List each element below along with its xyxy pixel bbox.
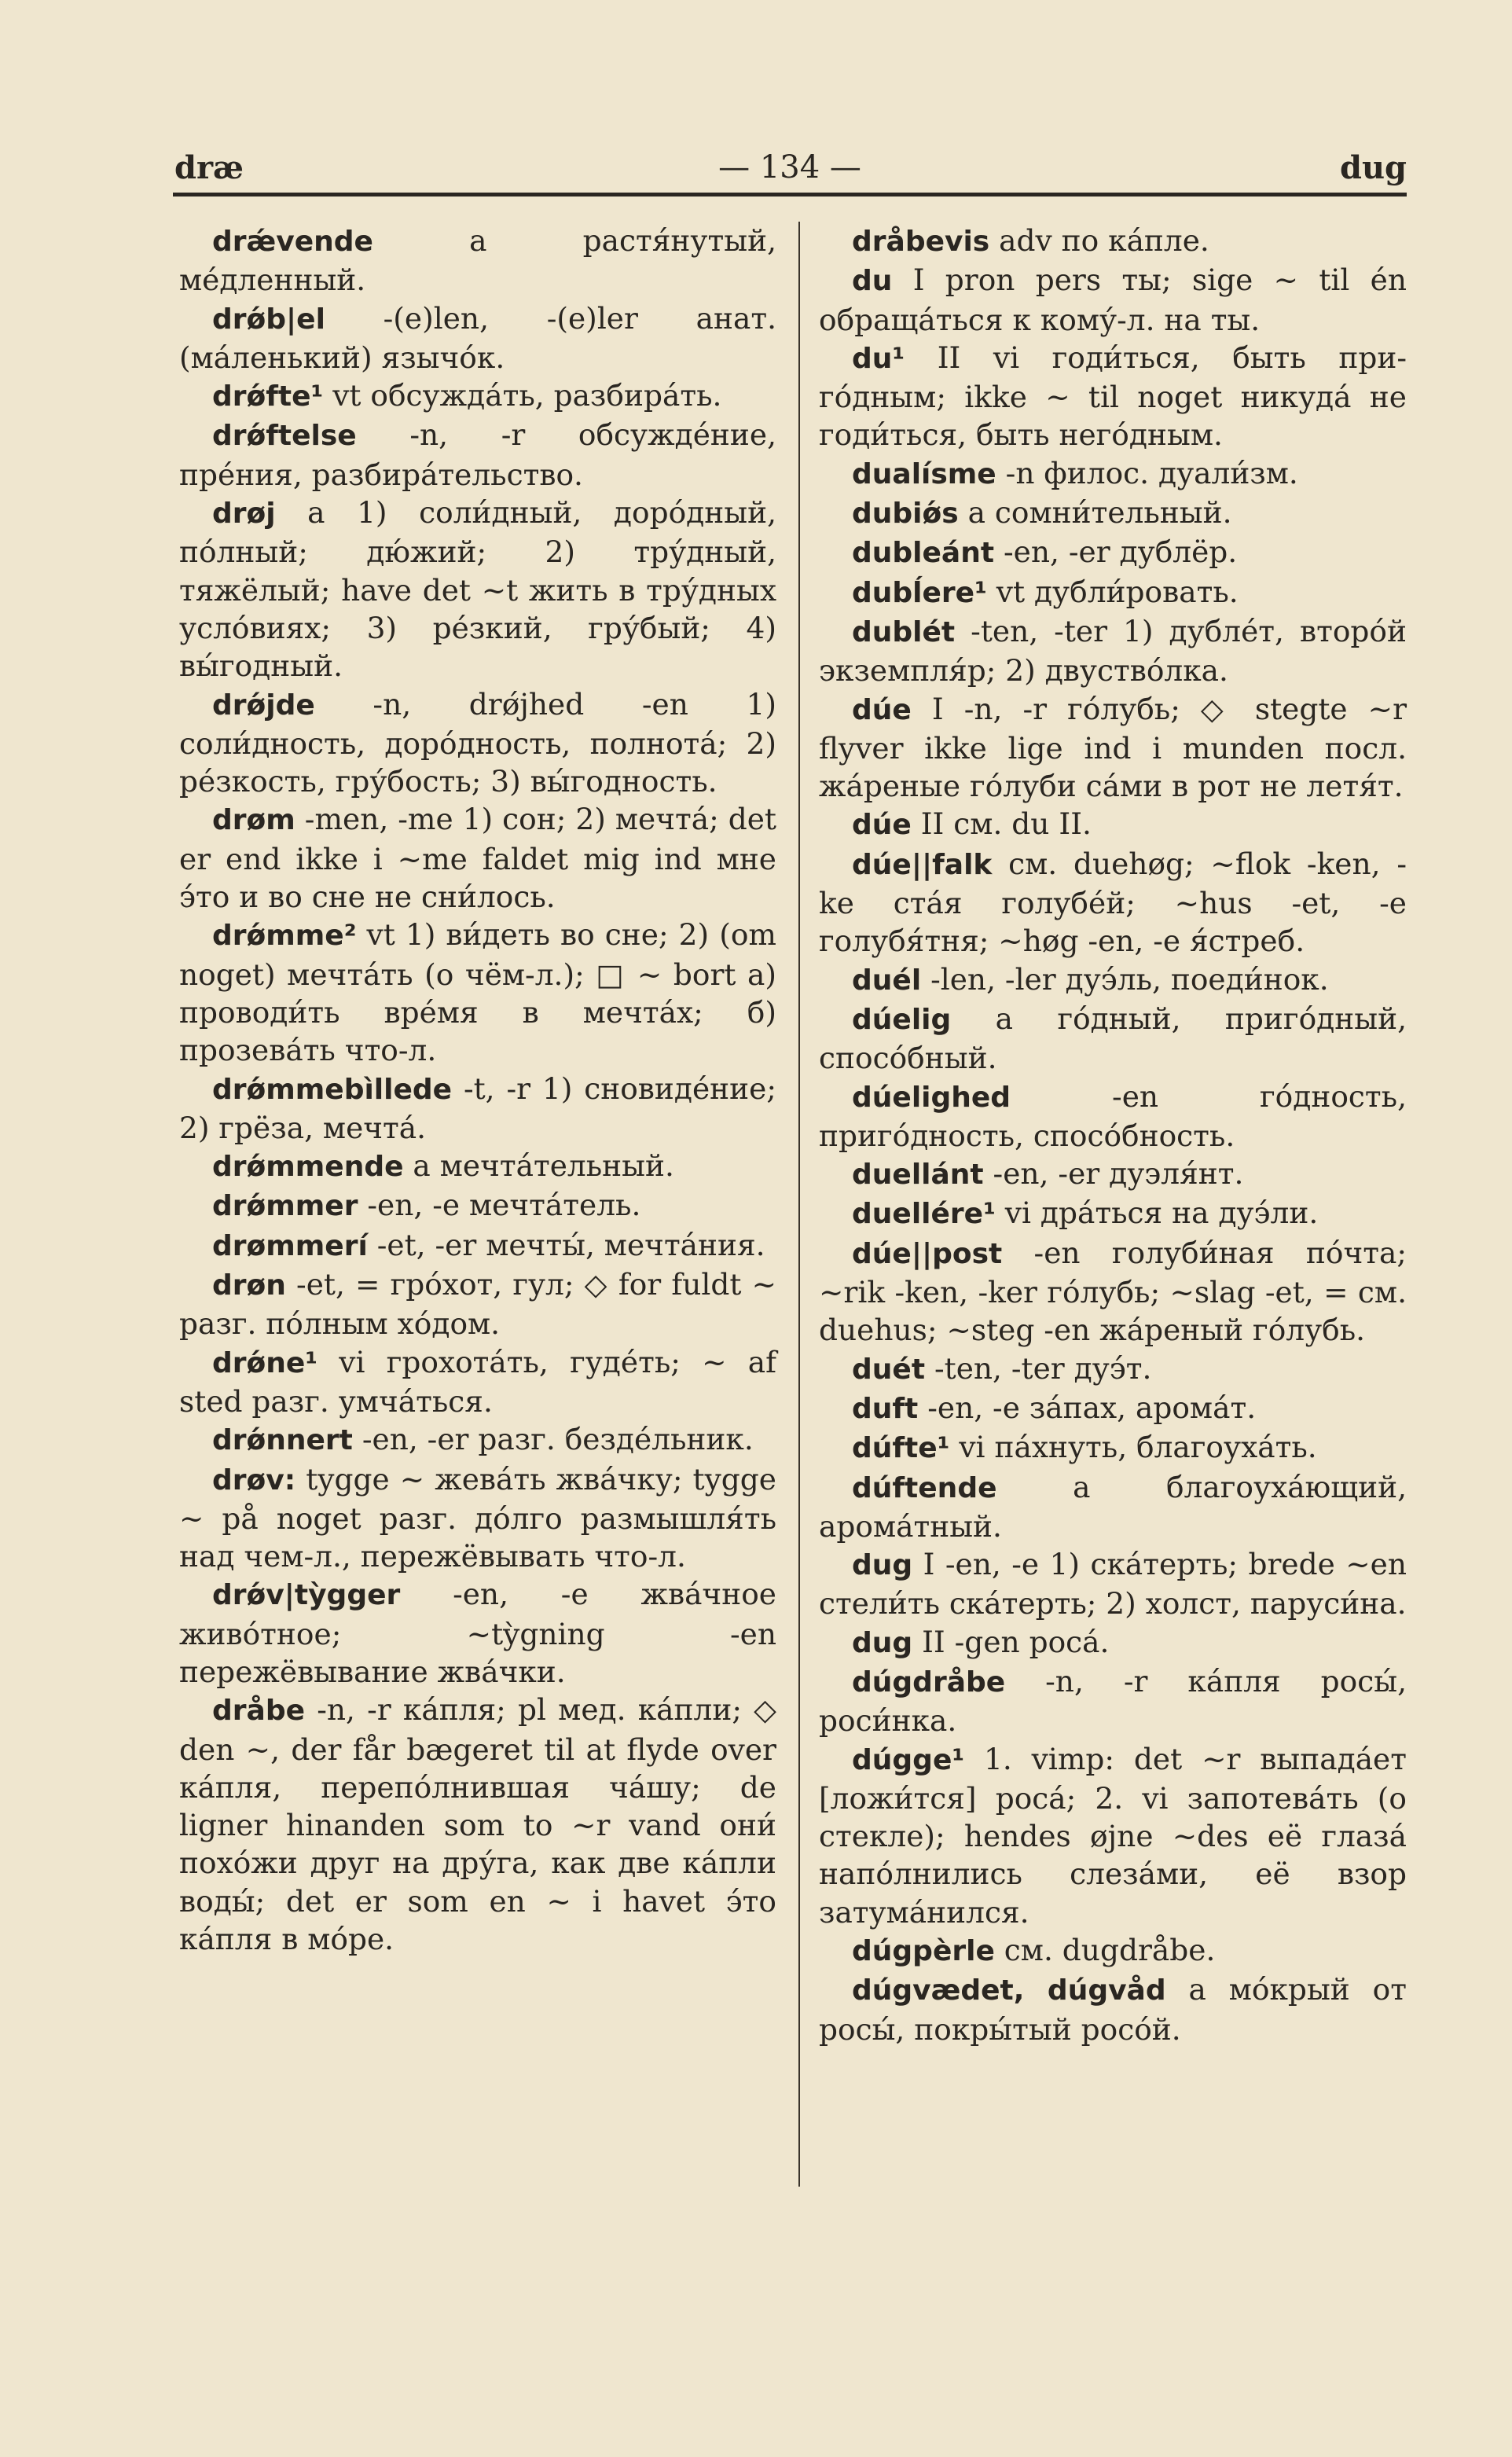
entry-definition: -ten, -ter дуэ́т. (925, 1350, 1152, 1386)
entry-headword: drǿv|tỳgger (212, 1579, 401, 1612)
entry-headword: dublét (852, 615, 956, 648)
entry-headword: drøj (212, 498, 276, 531)
dictionary-entry (819, 339, 1407, 454)
entry-headword: drǿnnert (212, 1424, 353, 1457)
entry-definition: vt 1) ви́деть во сне; 2) (om noget) мечта́ть (о чём-л.); □ ~ bort а) проводи́ть вре́мя в мечта́х; б) прозева́ть что-л. (179, 917, 776, 1068)
entry-headword: du¹ (852, 342, 905, 375)
entry-headword: dug (852, 1549, 913, 1582)
dictionary-entry (179, 222, 776, 299)
dictionary-entry (179, 1460, 776, 1576)
entry-headword: duél (852, 964, 922, 997)
dictionary-entry (179, 916, 776, 1069)
dictionary-entry (819, 222, 1407, 261)
dictionary-entry (819, 1468, 1407, 1546)
dictionary-entry (179, 1691, 776, 1958)
entry-headword: dúe (852, 809, 912, 842)
entry-headword: dúfte¹ (852, 1432, 950, 1465)
dictionary-entry (819, 1078, 1407, 1155)
dictionary-entry (179, 1070, 776, 1148)
dictionary-entry (179, 1343, 776, 1421)
entry-headword: duft (852, 1392, 919, 1425)
dictionary-entry (179, 494, 776, 685)
dictionary-entry (819, 1623, 1407, 1662)
entry-headword: drǿne¹ (212, 1346, 318, 1379)
left-guide-word: dræ (174, 149, 244, 186)
entry-headword: drømmerí (212, 1229, 368, 1262)
entry-definition: I pron pers ты; sige ~ til én обраща́ться к кому́-л. на ты. (819, 263, 1407, 337)
entry-headword: dúgpèrle (852, 1935, 995, 1968)
entry-definition: a 1) соли́дный, доро́дный, по́лный; дю́жий; 2) тру́дный, тяжёлый; have det ~t жить в тру́дных усло́виях; 3) ре́зкий, гру́бый; 4) вы́годный. (179, 495, 776, 684)
dictionary-entry (819, 1155, 1407, 1194)
dictionary-entry (819, 1000, 1407, 1078)
dictionary-entry (819, 845, 1407, 960)
entry-definition: -en, -e мечта́тель. (358, 1188, 641, 1223)
dictionary-entry (179, 376, 776, 416)
dictionary-entry (819, 1428, 1407, 1467)
entry-headword: dubiǿs (852, 498, 959, 531)
entry-headword: drǿmmer (212, 1190, 358, 1223)
dictionary-entry (819, 261, 1407, 339)
entry-headword: dúgge¹ (852, 1743, 965, 1776)
entry-headword: dúelighed (852, 1081, 1011, 1114)
entry-headword: drǿftelse (212, 420, 357, 453)
entry-definition: см. dugdråbe. (994, 1933, 1216, 1968)
entry-headword: dúgvædet, dúgvåd (852, 1974, 1166, 2007)
dictionary-entry (819, 1194, 1407, 1233)
entry-definition: -et, -er мечты́, мечта́ния. (367, 1227, 765, 1262)
entry-headword: drǿmme² (212, 920, 357, 953)
entry-definition: a благоуха́ющий, арома́тный. (819, 1469, 1407, 1544)
entry-definition: 1. vimp: det ~r выпада́ет [ложи́тся] роса́; 2. vi запотева́ть (о стекле); hendes øjne ~des её глаза́ напо́лнились слеза́ми, её взор затума́нился. (819, 1741, 1407, 1930)
entry-headword: dúe||post (852, 1237, 1003, 1270)
entry-headword: dubleánt (852, 537, 995, 570)
entry-definition: vi грохота́ть, гуде́ть; ~ af sted разг. умча́ться. (179, 1344, 776, 1419)
entry-definition: -t, -r 1) сновиде́ние; 2) грёза, мечта́. (179, 1071, 776, 1145)
entry-headword: dråbe (212, 1695, 306, 1728)
dictionary-entry (819, 1545, 1407, 1623)
entry-definition: vi дра́ться на дуэ́ли. (995, 1195, 1319, 1231)
entry-headword: drøv: (212, 1464, 296, 1497)
left-column (179, 222, 776, 1958)
entry-definition: I -en, -e 1) ска́терть; brede ~en стели́ть ска́терть; 2) холст, паруси́на. (819, 1547, 1407, 1621)
entry-definition: adv по ка́пле. (989, 223, 1209, 258)
dictionary-entry (819, 573, 1407, 612)
entry-definition: -en, -er разг. безде́льник. (352, 1422, 754, 1457)
entry-definition: -(e)len, -(e)ler анат. (ма́ленький) язычо́к. (179, 300, 776, 375)
entry-definition: -len, -ler дуэ́ль, поеди́нок. (921, 961, 1329, 997)
dictionary-entry (179, 1186, 776, 1225)
entry-headword: dubĺere¹ (852, 576, 987, 609)
entry-headword: dug (852, 1626, 913, 1659)
entry-headword: drǿfte¹ (212, 380, 324, 413)
entry-definition: a сомни́тельный. (958, 495, 1232, 531)
entry-definition: vt обсужда́ть, разбира́ть. (323, 378, 722, 413)
entry-definition: -et, = гро́хот, гул; ◇ for fuldt ~ разг. по́лным хо́дом. (179, 1267, 776, 1342)
entry-definition: -en, -e за́пах, арома́т. (918, 1390, 1257, 1425)
dictionary-entry (819, 612, 1407, 690)
dictionary-entry (819, 1389, 1407, 1428)
column-divider (798, 222, 800, 2187)
entry-definition: a мечта́тельный. (403, 1148, 674, 1184)
entry-definition: -n, -r ка́пля; pl мед. ка́пли; ◇ den ~, der får bægeret til at flyde over ка́пля, перепо́лнившая ча́шу; de ligner hinanden som to ~r vand они́ похо́жи друг на дру́га, как две ка́пли воды́; det er som en ~ i havet э́то ка́пля в мо́ре. (179, 1692, 776, 1957)
dictionary-entry (819, 690, 1407, 806)
entry-headword: drǿmmende (212, 1151, 404, 1184)
dictionary-entry (179, 1420, 776, 1460)
entry-definition: -n, drǿjhed -en 1) соли́дность, доро́дность, полнота́; 2) ре́зкость, гру́бость; 3) вы́годность. (179, 686, 776, 799)
entry-definition: -ten, -ter 1) дубле́т, второ́й экземпля́р; 2) двуство́лка. (819, 613, 1407, 689)
entry-definition: II см. du II. (911, 806, 1092, 842)
entry-definition: -en, -er дуэля́нт. (983, 1156, 1244, 1192)
header-rule (173, 193, 1407, 196)
dictionary-entry (819, 1740, 1407, 1931)
entry-headword: dúe||falk (852, 848, 993, 881)
entry-headword: drǿjde (212, 689, 315, 722)
dictionary-entry (179, 1147, 776, 1186)
entry-definition: II -gen роса́. (912, 1624, 1110, 1659)
entry-headword: drǽvende (212, 226, 373, 258)
entry-definition: a го́дный, приго́дный, спосо́бный. (819, 1001, 1407, 1076)
entry-definition: a мо́крый от росы́, покры́тый росо́й. (819, 1972, 1407, 2047)
entry-headword: duellánt (852, 1159, 984, 1192)
page-number: — 134 — (718, 149, 861, 185)
entry-definition: -en, -er дублёр. (994, 534, 1238, 570)
dictionary-entry (819, 1970, 1407, 2048)
entry-headword: duellére¹ (852, 1198, 996, 1231)
entry-definition: vt дубли́ровать. (986, 574, 1239, 609)
dictionary-entry (819, 1931, 1407, 1970)
dictionary-entry (819, 1662, 1407, 1740)
dictionary-entry (179, 1575, 776, 1691)
dictionary-entry (819, 454, 1407, 494)
entry-definition: vi па́хнуть, благоуха́ть. (949, 1430, 1317, 1465)
entry-headword: duét (852, 1353, 926, 1386)
entry-definition: -men, -me 1) сон; 2) мечта́; det er end ikke i ~me faldet mig ind мне э́то и во сне не сни́лось. (179, 802, 776, 915)
entry-definition: -n, -r ка́пля росы́, роси́нка. (819, 1663, 1407, 1739)
dictionary-entry (819, 1350, 1407, 1389)
entry-headword: drǿmmebìllede (212, 1073, 453, 1106)
entry-headword: drøn (212, 1269, 286, 1302)
right-column (819, 222, 1407, 2048)
dictionary-entry (179, 1265, 776, 1343)
entry-definition: -en голуби́ная по́чта; ~rik -ken, -ker го́лубь; ~slag -et, = см. duehus; ~steg -en жа́реный го́лубь. (819, 1235, 1407, 1348)
entry-headword: drǿb|el (212, 303, 325, 336)
dictionary-entry (179, 685, 776, 801)
entry-headword: dúe (852, 693, 912, 726)
entry-headword: du (852, 265, 893, 298)
dictionary-entry (819, 805, 1407, 844)
entry-headword: dråbevis (852, 226, 990, 258)
dictionary-entry (819, 960, 1407, 1000)
entry-definition: -n, -r обсужде́ние, пре́ния, разбира́тельство. (179, 417, 776, 492)
entry-definition: -en, -e жва́чное живо́тное; ~tỳgning -en пережёвывание жва́чки. (179, 1577, 776, 1689)
dictionary-entry (819, 533, 1407, 572)
dictionary-entry (179, 299, 776, 377)
dictionary-entry (179, 800, 776, 916)
right-guide-word: dug (1339, 149, 1407, 186)
entry-definition: см. duehøg; ~flok -ken, -ke ста́я голубе́й; ~hus -et, -e голубя́тня; ~høg -en, -e я́стреб. (819, 846, 1407, 959)
entry-headword: dúgdråbe (852, 1666, 1006, 1699)
entry-definition: I -n, -r го́лубь; ◇ stegte ~r flyver ikke lige ind i munden посл. жа́реные го́луби са́ми в рот не летя́т. (819, 691, 1407, 804)
entry-definition: -en го́дность, приго́дность, спосо́бность. (819, 1078, 1407, 1153)
dictionary-entry (179, 1226, 776, 1265)
dictionary-entry (819, 494, 1407, 533)
entry-definition: II vi годи́ться, быть при-го́дным; ikke ~ til noget никуда́ не годи́ться, быть него́дным. (819, 340, 1407, 453)
dictionary-entry (179, 416, 776, 494)
entry-definition: a растя́нутый, ме́дленный. (179, 223, 776, 298)
entry-definition: tygge ~ жева́ть жва́чку; tygge ~ på noget разг. до́лго размышля́ть над чем-л., пережёвывать что-л. (179, 1461, 776, 1574)
entry-headword: drøm (212, 804, 295, 837)
entry-definition: -n филос. дуали́зм. (996, 455, 1298, 490)
page-header (173, 149, 1407, 196)
entry-headword: dúelig (852, 1003, 952, 1036)
dictionary-entry (819, 1234, 1407, 1350)
entry-headword: dúftende (852, 1471, 997, 1504)
entry-headword: dualísme (852, 457, 996, 490)
